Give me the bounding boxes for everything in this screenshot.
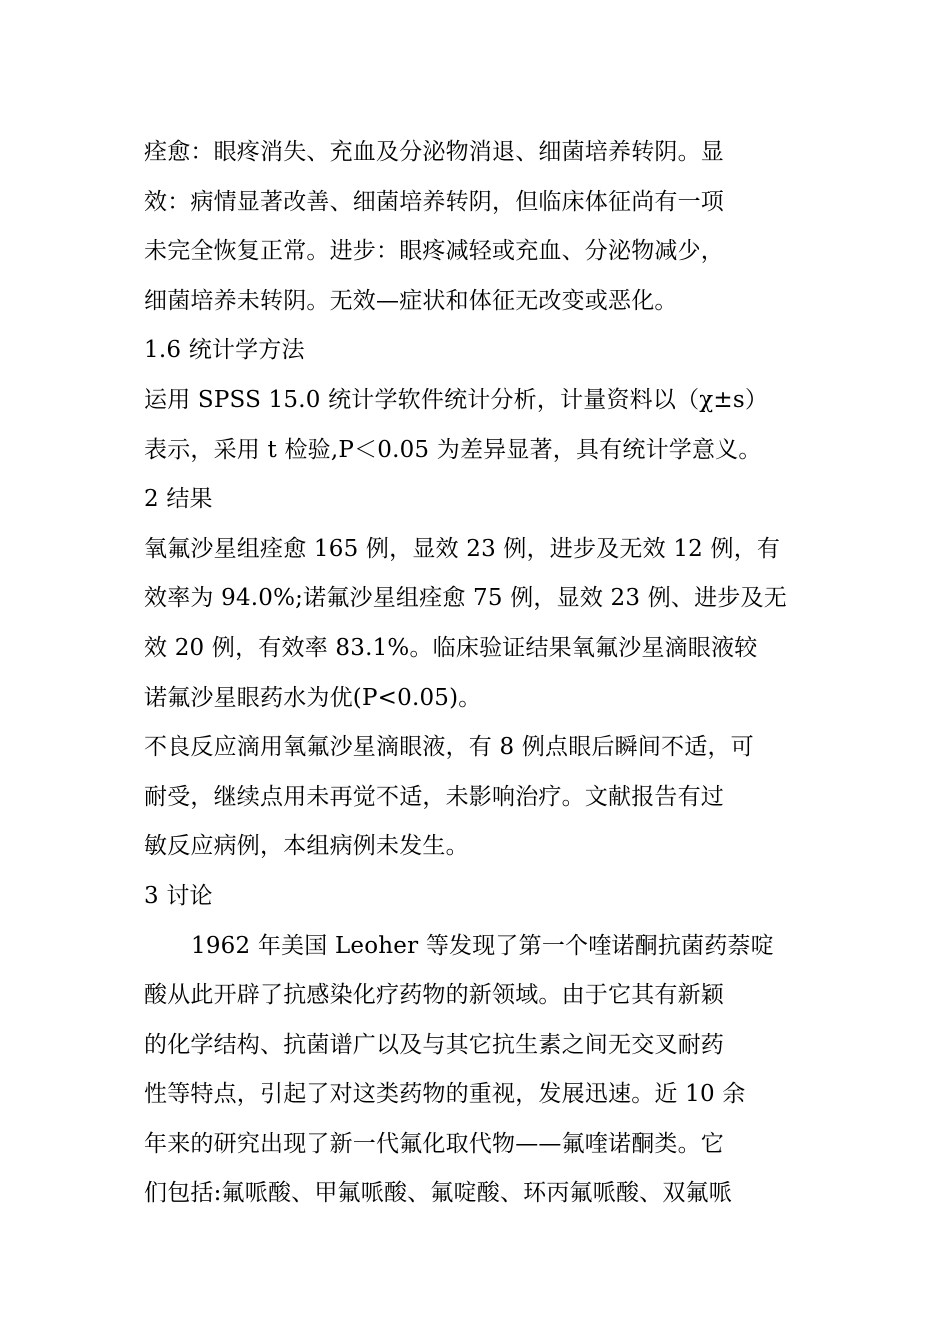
text-line: 酸从此开辟了抗感染化疗药物的新领域。由于它其有新颖 — [144, 982, 724, 1009]
text-line: 氧氟沙星组痊愈 165 例，显效 23 例，进步及无效 12 例，有 — [144, 535, 781, 562]
section-heading: 1.6 统计学方法 — [144, 337, 305, 364]
text-line: 效率为 94.0%;诺氟沙星组痊愈 75 例，显效 23 例、进步及无 — [144, 585, 787, 612]
text-line: 运用 SPSS 15.0 统计学软件统计分析，计量资料以（χ±s） — [144, 386, 769, 413]
text-line: 年来的研究出现了新一代氟化取代物——氟喹诺酮类。它 — [144, 1130, 724, 1157]
text-line: 不良反应滴用氧氟沙星滴眼液，有 8 例点眼后瞬间不适，可 — [144, 734, 754, 761]
document-body — [144, 128, 810, 1219]
text-line: 耐受，继续点用未再觉不适，未影响治疗。文献报告有过 — [144, 783, 724, 810]
text-line: 的化学结构、抗菌谱广以及与其它抗生素之间无交叉耐药 — [144, 1031, 724, 1058]
text-line: 未完全恢复正常。进步：眼疼减轻或充血、分泌物减少， — [144, 238, 724, 265]
text-line: 诺氟沙星眼药水为优(P<0.05)。 — [144, 684, 482, 711]
section-heading: 3 讨论 — [144, 882, 213, 909]
text-line: 表示，采用 t 检验,P＜0.05 为差异显著，具有统计学意义。 — [144, 436, 762, 463]
text-line: 痊愈：眼疼消失、充血及分泌物消退、细菌培养转阴。显 — [144, 139, 724, 165]
text-line: 性等特点，引起了对这类药物的重视，发展迅速。近 10 余 — [144, 1081, 746, 1108]
text-line: 细菌培养未转阴。无效—症状和体征无改变或恶化。 — [144, 287, 678, 314]
text-line: 们包括:氟哌酸、甲氟哌酸、氟啶酸、环丙氟哌酸、双氟哌 — [144, 1180, 732, 1207]
text-line: 敏反应病例，本组病例未发生。 — [144, 833, 469, 860]
section-heading: 2 结果 — [144, 486, 213, 513]
text-line: 效 20 例，有效率 83.1%。临床验证结果氧氟沙星滴眼液较 — [144, 634, 758, 661]
text-line: 1962 年美国 Leoher 等发现了第一个喹诺酮抗菌药萘啶 — [191, 932, 774, 959]
text-line: 效：病情显著改善、细菌培养转阴，但临床体征尚有一项 — [144, 188, 724, 215]
